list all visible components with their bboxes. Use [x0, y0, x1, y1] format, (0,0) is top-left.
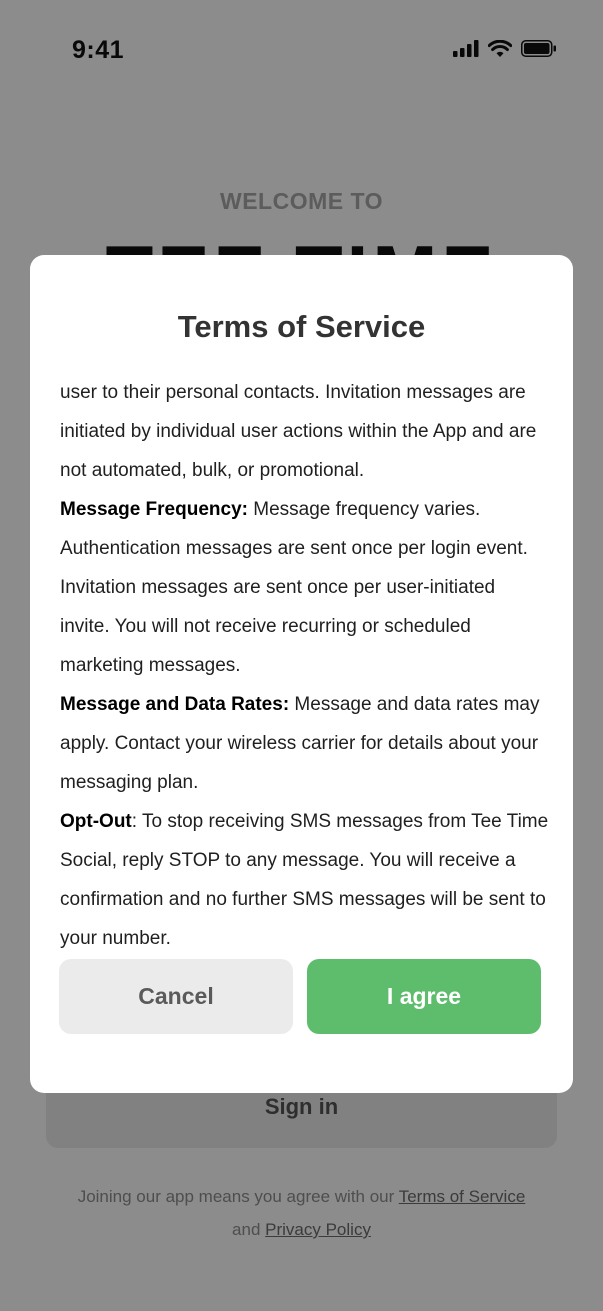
optout-text: : To stop receiving SMS messages from Tee Time Social, reply STOP to any message. You will receive a confirmation and no further SMS messages will be sent to your number.: [60, 811, 549, 949]
legal-text: Joining our app means you agree with our: [77, 1187, 399, 1206]
modal-title: Terms of Service: [177, 309, 426, 344]
privacy-link[interactable]: Privacy Policy: [265, 1220, 371, 1239]
terms-scroll-area[interactable]: [60, 373, 550, 951]
terms-paragraph-optout: [60, 802, 550, 951]
welcome-label: WELCOME TO: [219, 188, 383, 214]
cancel-button[interactable]: [59, 959, 293, 1034]
rates-text: Message and data rates may apply. Contact your wireless carrier for details about your messaging plan.: [60, 694, 540, 793]
legal-text-and: and: [232, 1220, 266, 1239]
cancel-label: Cancel: [138, 983, 214, 1009]
agree-button[interactable]: [307, 959, 541, 1034]
sign-in-label: Sign in: [264, 1094, 339, 1119]
terms-paragraph-rates: [60, 685, 550, 802]
optout-heading: Opt-Out: [60, 811, 132, 832]
frequency-text: Message frequency varies. Authentication messages are sent once per login event. Invitation messages are sent once per user-initiated invite. You will not receive recurring or scheduled marketing messages.: [60, 499, 528, 676]
terms-modal: [30, 255, 573, 1093]
terms-paragraph-frequency: [60, 490, 550, 685]
terms-paragraph-intro: user to their personal contacts. Invitation messages are initiated by individual user actions within the App and are not automated, bulk, or promotional.: [60, 382, 537, 481]
rates-heading: Message and Data Rates:: [60, 694, 290, 715]
frequency-heading: Message Frequency:: [60, 499, 248, 520]
terms-link[interactable]: Terms of Service: [398, 1187, 526, 1206]
status-time: 9:41: [72, 36, 125, 64]
agree-label: I agree: [386, 983, 462, 1009]
